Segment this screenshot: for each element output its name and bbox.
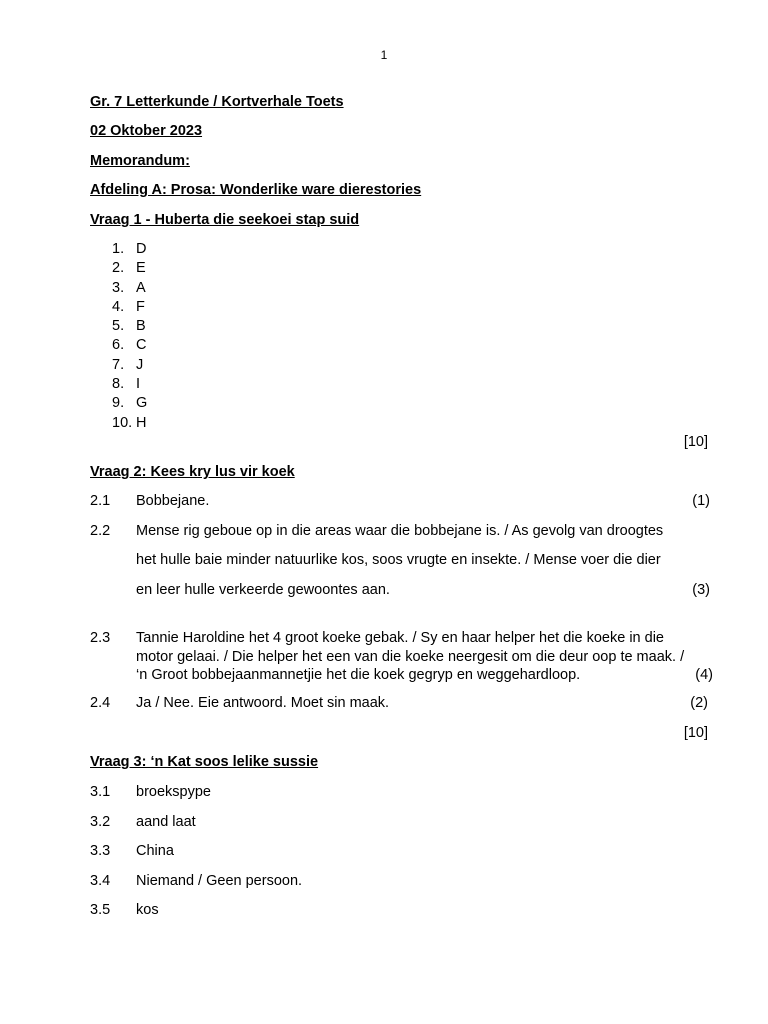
question-2-heading: Vraag 2: Kees kry lus vir koek bbox=[90, 464, 295, 480]
answer-2-4-mark: (2) bbox=[690, 695, 708, 711]
item-answer: H bbox=[136, 414, 147, 431]
answer-3-3-number: 3.3 bbox=[90, 843, 111, 859]
question-3-heading: Vraag 3: ‘n Kat soos lelike sussie bbox=[90, 754, 319, 770]
answer-3-4-text: Niemand / Geen persoon. bbox=[136, 873, 303, 889]
answer-2-2-line-3: en leer hulle verkeerde gewoontes aan. bbox=[136, 582, 390, 598]
answer-2-4-text: Ja / Nee. Eie antwoord. Moet sin maak. bbox=[136, 695, 390, 711]
answer-2-2-mark: (3) bbox=[692, 582, 710, 598]
answer-3-1-text: broekspype bbox=[136, 784, 211, 800]
answer-2-3-line-1: Tannie Haroldine het 4 groot koeke gebak. / Sy en haar helper het die koeke in die bbox=[136, 630, 664, 646]
item-answer: A bbox=[136, 279, 146, 296]
item-number: 8. bbox=[112, 376, 125, 393]
answer-3-4-number: 3.4 bbox=[90, 873, 111, 889]
answer-2-2-line-1: Mense rig geboue op in die areas waar die bobbejane is. / As gevolg van droogtes bbox=[136, 523, 664, 539]
answer-3-5-number: 3.5 bbox=[90, 902, 111, 918]
answer-3-2-number: 3.2 bbox=[90, 814, 111, 830]
answer-2-1-mark: (1) bbox=[692, 493, 710, 509]
answer-3-1-number: 3.1 bbox=[90, 784, 111, 800]
item-answer: D bbox=[136, 241, 147, 257]
item-answer: G bbox=[136, 395, 148, 412]
item-number: 5. bbox=[112, 318, 125, 335]
item-answer: F bbox=[136, 298, 145, 315]
document-title: Gr. 7 Letterkunde / Kortverhale Toets bbox=[90, 94, 344, 110]
item-answer: B bbox=[136, 318, 146, 335]
question-2-total: [10] bbox=[683, 725, 708, 741]
item-number: 10. bbox=[112, 414, 133, 431]
item-number: 3. bbox=[112, 279, 125, 296]
question-1-heading: Vraag 1 - Huberta die seekoei stap suid bbox=[90, 212, 360, 228]
item-number: 2. bbox=[112, 260, 125, 277]
answer-2-1-number: 2.1 bbox=[90, 493, 111, 509]
question-1-total: [10] bbox=[683, 434, 708, 450]
item-answer: J bbox=[136, 356, 144, 373]
document-date: 02 Oktober 2023 bbox=[90, 123, 203, 139]
section-a-heading: Afdeling A: Prosa: Wonderlike ware dierestories bbox=[90, 182, 422, 198]
answer-2-2-line-2: het hulle baie minder natuurlike kos, soos vrugte en insekte. / Mense voer die dier bbox=[136, 552, 661, 568]
answer-2-3-number: 2.3 bbox=[90, 630, 111, 646]
answer-3-5-text: kos bbox=[136, 902, 159, 918]
answer-2-3-line-2: motor gelaai. / Die helper het een van die koeke neergesit om die deur oop te maak. / bbox=[136, 649, 685, 665]
item-number: 6. bbox=[112, 337, 125, 354]
answer-3-2-text: aand laat bbox=[136, 814, 196, 830]
item-answer: C bbox=[136, 337, 147, 354]
item-number: 9. bbox=[112, 395, 125, 412]
page-number: 1 bbox=[380, 48, 388, 62]
item-answer: I bbox=[136, 376, 141, 393]
answer-2-1-text: Bobbejane. bbox=[136, 493, 210, 509]
item-answer: E bbox=[136, 260, 146, 277]
item-number: 4. bbox=[112, 298, 125, 315]
answer-2-3-line-3: ‘n Groot bobbejaanmannetjie het die koek gegryp en weggehardloop. bbox=[136, 667, 581, 683]
item-number: 1. bbox=[112, 241, 125, 257]
memo-label: Memorandum: bbox=[90, 153, 190, 169]
answer-2-2-number: 2.2 bbox=[90, 523, 111, 539]
answer-2-4-number: 2.4 bbox=[90, 695, 111, 711]
item-number: 7. bbox=[112, 356, 125, 373]
answer-3-3-text: China bbox=[136, 843, 174, 859]
answer-2-3-mark: (4) bbox=[695, 667, 713, 683]
